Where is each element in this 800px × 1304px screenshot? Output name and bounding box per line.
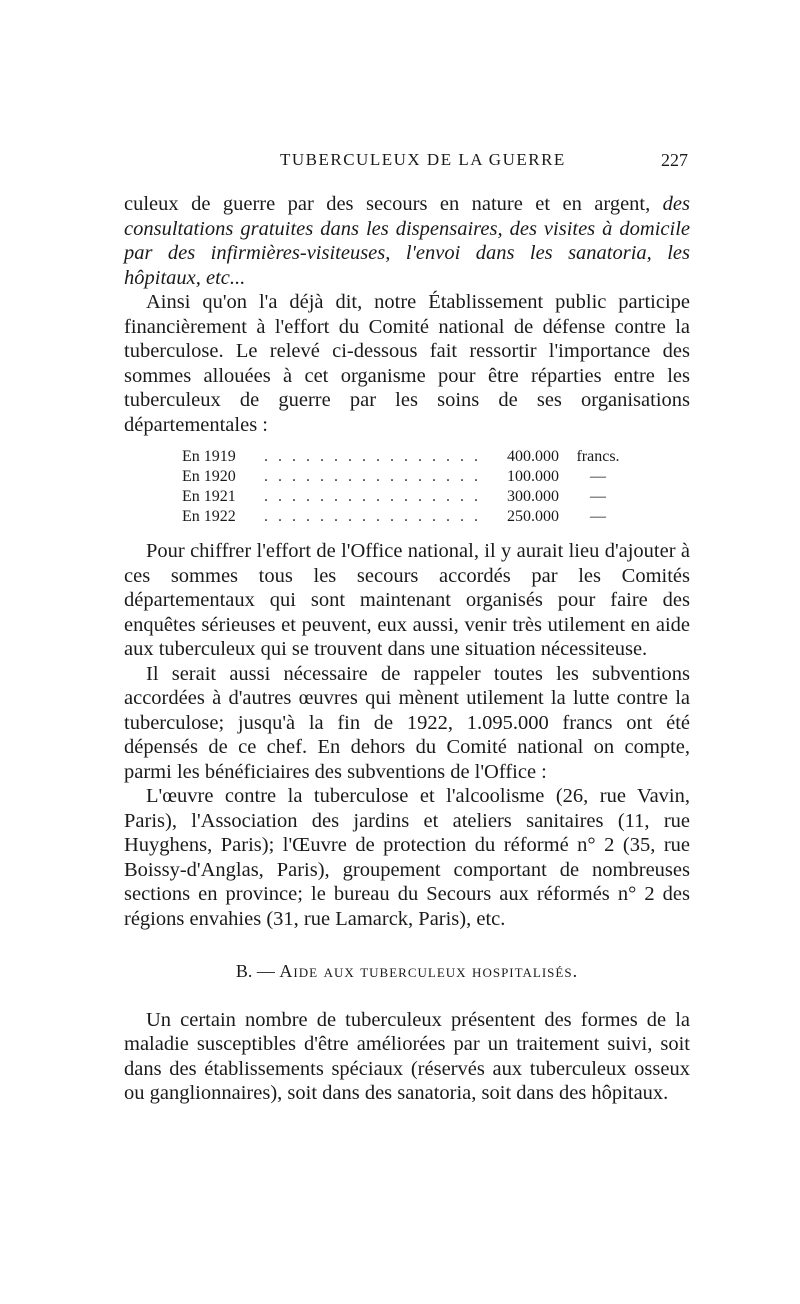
table-year: En 1921 [182,488,236,505]
table-year: En 1922 [182,508,236,525]
table-row [182,507,637,527]
paragraph-contribution: Ainsi qu'on l'a déjà dit, notre Établissement public participe financièrement à l'effort du Comité national de défense contre la tuberculose. Le relevé ci-dessous fait ressortir l'importance des sommes allouées à cet organisme pour être réparties entre les tuberculeux de guerre par les soins de ses organisations départementales : [124,291,690,436]
leader-dots [264,507,477,527]
table-row [182,487,637,507]
page-header [0,150,800,180]
section-label: B. — [235,961,280,981]
paragraph-continued [124,192,690,290]
table-unit: — [590,468,606,485]
leader-dots [264,447,477,467]
page-body [124,192,690,1106]
allocations-table [182,447,637,527]
paragraph-office-effort: Pour chiffrer l'effort de l'Office national, il y aurait lieu d'ajouter à ces sommes tous les secours accordés par les Comités départementaux qui sont maintenant organisés pour faire des enquêtes sérieuses et peuvent, eux aussi, venir très utilement en aide aux tuberculeux qui se trouvent dans une situation nécessiteuse. [124,540,690,660]
section-title: Aide aux tuberculeux hospitalisés. [279,961,579,981]
italic-text: des consultations gratuites dans les dispensaires, des visites à domicile par des infirmières-visiteuses, l'envoi dans les sanatoria, les hôpitaux, etc... [124,193,690,289]
running-head: TUBERCULEUX DE LA GUERRE [280,150,566,169]
table-amount: 100.000 [507,468,559,485]
table-row [182,467,637,487]
page-number: 227 [661,150,688,170]
table-unit: francs. [576,448,620,465]
table-amount: 300.000 [507,488,559,505]
paragraph-subventions: Il serait aussi nécessaire de rappeler toutes les subventions accordées à d'autres œuvres qui mènent utilement la lutte contre la tuberculose; jusqu'à la fin de 1922, 1.095.000 francs ont été dépensés de ce chef. En dehors du Comité national on compte, parmi les bénéficiaires des subventions de l'Office : [124,662,690,783]
paragraph-beneficiaries: L'œuvre contre la tuberculose et l'alcoolisme (26, rue Vavin, Paris), l'Association des jardins et ateliers sanitaires (11, rue Huyghens, Paris); l'Œuvre de protection du réformé n° 2 (35, rue Boissy-d'Anglas, Paris), groupement comportant de nombreuses sections en province; le bureau du Secours aux réformés n° 2 des régions envahies (31, rue Lamarck, Paris), etc. [124,785,690,930]
section-heading [124,959,690,984]
table-year: En 1919 [182,448,236,465]
paragraph-hospitalized: Un certain nombre de tuberculeux présentent des formes de la maladie susceptibles d'être améliorées par un traitement suivi, soit dans des établissements spéciaux (réservés aux tuberculeux osseux ou ganglionnaires), soit dans des sanatoria, soit dans des hôpitaux. [124,1008,690,1104]
table-amount: 400.000 [507,448,559,465]
table-amount: 250.000 [507,508,559,525]
table-unit: — [590,488,606,505]
table-row [182,447,637,467]
leader-dots [264,467,477,487]
leader-dots [264,487,477,507]
table-unit: — [590,508,606,525]
table-year: En 1920 [182,468,236,485]
paragraph-text: culeux de guerre par des secours en nature et en argent, [124,193,663,215]
